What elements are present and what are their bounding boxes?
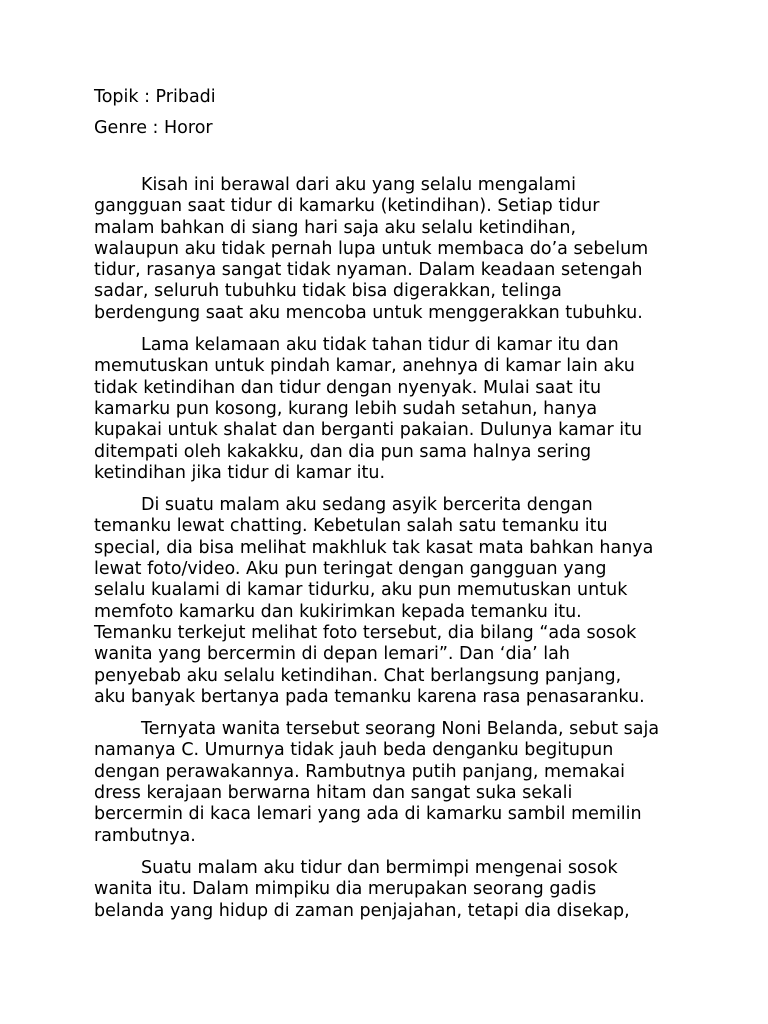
paragraph-line: Lama kelamaan aku tidak tahan tidur di kamar itu dan: [141, 335, 619, 356]
paragraph-line: special, dia bisa melihat makhluk tak kasat mata bahkan hanya: [94, 537, 654, 558]
paragraph: [94, 719, 684, 847]
paragraph-line: kamarku pun kosong, kurang lebih sudah setahun, hanya: [94, 398, 598, 419]
paragraph-line: memutuskan untuk pindah kamar, anehnya di kamar lain aku: [94, 356, 635, 377]
paragraph-line: Kisah ini berawal dari aku yang selalu mengalami: [141, 175, 576, 195]
paragraph-line: Di suatu malam aku sedang asyik bercerita dengan: [141, 495, 593, 516]
paragraph-line: lewat foto/video. Aku pun teringat dengan gangguan yang: [94, 559, 607, 580]
topic-line: Topik : Pribadi: [94, 87, 216, 107]
story-body: [94, 175, 684, 933]
paragraph: [94, 858, 684, 922]
paragraph-line: tidur, rasanya sangat tidak nyaman. Dalam keadaan setengah: [94, 260, 643, 281]
paragraph-line: Temanku terkejut melihat foto tersebut, dia bilang “ada sosok: [94, 622, 637, 643]
paragraph-line: wanita yang bercermin di depan lemari”. Dan ‘dia’ lah: [94, 644, 570, 665]
paragraph-line: dress kerajaan berwarna hitam dan sangat suka sekali: [94, 783, 573, 804]
paragraph-line: Suatu malam aku tidur dan bermimpi mengenai sosok: [141, 857, 618, 878]
paragraph-line: walaupun aku tidak pernah lupa untuk membaca do’a sebelum: [94, 238, 649, 259]
paragraph-line: ketindihan jika tidur di kamar itu.: [94, 462, 386, 483]
paragraph-line: gangguan saat tidur di kamarku (ketindihan). Setiap tidur: [94, 196, 600, 217]
paragraph-line: bercermin di kaca lemari yang ada di kamarku sambil memilin: [94, 804, 642, 825]
paragraph-line: ditempati oleh kakakku, dan dia pun sama halnya sering: [94, 441, 592, 462]
paragraph-line: memfoto kamarku dan kukirimkan kepada temanku itu.: [94, 601, 582, 622]
paragraph-line: aku banyak bertanya pada temanku karena rasa penasaranku.: [94, 686, 645, 707]
paragraph-line: dengan perawakannya. Rambutnya putih panjang, memakai: [94, 761, 625, 782]
paragraph-line: wanita itu. Dalam mimpiku dia merupakan seorang gadis: [94, 879, 597, 900]
paragraph-line: namanya C. Umurnya tidak jauh beda denganku begitupun: [94, 740, 614, 761]
paragraph-line: penyebab aku selalu ketindihan. Chat berlangsung panjang,: [94, 665, 622, 686]
paragraph-line: tidak ketindihan dan tidur dengan nyenyak. Mulai saat itu: [94, 377, 602, 398]
paragraph-line: malam bahkan di siang hari saja aku selalu ketindihan,: [94, 217, 577, 238]
paragraph-line: belanda yang hidup di zaman penjajahan, tetapi dia disekap,: [94, 900, 630, 921]
paragraph: [94, 175, 684, 324]
paragraph: [94, 335, 684, 484]
paragraph-line: Ternyata wanita tersebut seorang Noni Belanda, sebut saja: [141, 719, 660, 740]
paragraph-line: sadar, seluruh tubuhku tidak bisa digerakkan, telinga: [94, 281, 562, 302]
paragraph: [94, 495, 684, 708]
paragraph-line: berdengung saat aku mencoba untuk menggerakkan tubuhku.: [94, 302, 643, 323]
paragraph-line: kupakai untuk shalat dan berganti pakaian. Dulunya kamar itu: [94, 420, 643, 441]
paragraph-line: temanku lewat chatting. Kebetulan salah satu temanku itu: [94, 516, 608, 537]
paragraph-line: rambutnya.: [94, 825, 196, 846]
paragraph-line: selalu kualami di kamar tidurku, aku pun memutuskan untuk: [94, 580, 628, 601]
genre-line: Genre : Horor: [94, 118, 213, 138]
